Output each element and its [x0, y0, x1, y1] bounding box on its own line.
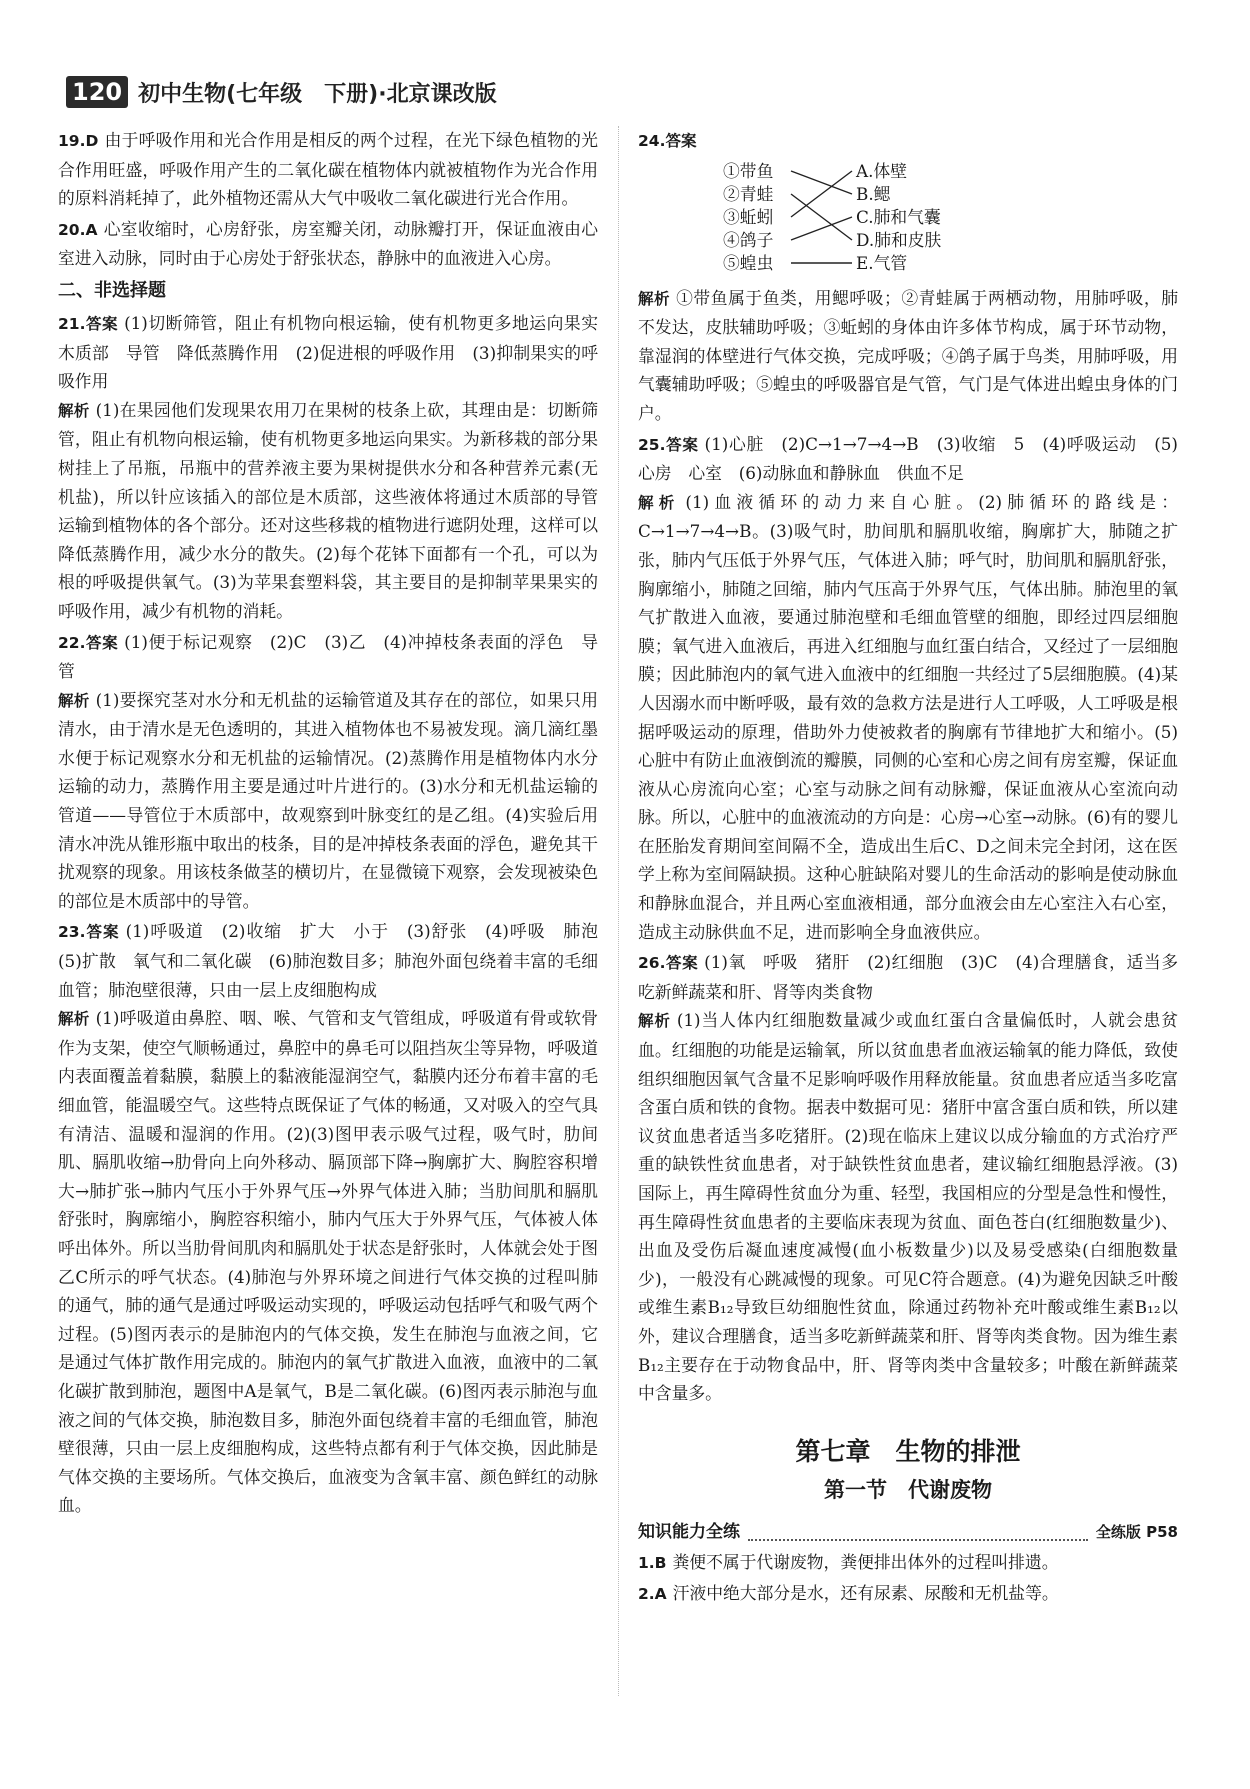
question-label: 1.B [638, 1553, 667, 1572]
book-title: 初中生物(七年级 下册)·北京课改版 [138, 81, 497, 107]
question-20 [58, 215, 598, 273]
match-line [791, 171, 852, 194]
question-19 [58, 126, 598, 213]
page-header [66, 72, 497, 112]
match-line [791, 217, 852, 240]
analysis-label: 解析 [638, 289, 671, 308]
answer-text: (1)切断筛管，阻止有机物向根运输，使有机物更多地运向果实 木质部 导管 降低蒸腾作用 (2)促进根的呼吸作用 (3)抑制果实的呼吸作用 [58, 312, 615, 392]
question-label: 19.D [58, 132, 99, 150]
question-21 [58, 309, 615, 626]
matching-diagram [638, 160, 1178, 280]
answer-text: (1)便于标记观察 (2)C (3)乙 (4)冲掉枝条表面的浮色 导管 [58, 631, 598, 682]
match-left-item: ④鸽子 [723, 229, 774, 250]
answer-label: 23.答案 [58, 923, 120, 942]
practice-title: 知识能力全练 [638, 1521, 740, 1542]
question-2 [638, 1579, 1178, 1609]
question-1 [638, 1548, 1178, 1578]
question-23 [58, 917, 615, 1519]
match-right-item: D.肺和皮肤 [856, 229, 942, 250]
question-24 [638, 126, 1178, 428]
question-22 [58, 628, 598, 916]
match-left-item: ⑤蝗虫 [723, 252, 774, 273]
match-left-item: ②青蛙 [723, 183, 774, 204]
analysis-text: (1)在果园他们发现果农用刀在果树的枝条上砍，其理由是：切断筛管，阻止有机物向根运输，使有机物更多地运向果实。为新移栽的部分果树挂上了吊瓶，吊瓶中的营养液主要为果树提供水分和各种营养元素(无机盐)，所以针应该插入的部位是木质部，这些液体将通过木质部的导管运输到植物体的各个部分。还对这些移栽的植物进行遮阴处理，这样可以降低蒸腾作用，减少水分的散失。(2)每个花钵下面都有一个孔，可以为根的呼吸提供氧气。(3)为苹果套塑料袋，其主要目的是抑制苹果果实的呼吸作用，减少有机物的消耗。 [58, 399, 598, 621]
answer-label: 22.答案 [58, 633, 119, 652]
analysis-text: (1)血液循环的动力来自心脏。(2)肺循环的路线是：C→1→7→4→B。(3)吸气时，肋间肌和膈肌收缩，胸廓扩大，肺随之扩张，肺内气压低于外界气压，气体进入肺；呼气时，肋间肌和膈肌舒张，胸廓缩小，肺随之回缩，肺内气压高于外界气压，气体出肺。肺泡里的氧气扩散进入血液，要通过肺泡壁和毛细血管壁的细胞，即经过四层细胞膜；氧气进入血液后，再进入红细胞与血红蛋白结合，又经过了一层细胞膜；因此肺泡内的氧气进入血液中的红细胞一共经过了5层细胞膜。(4)某人因溺水而中断呼吸，最有效的急救方法是进行人工呼吸，人工呼吸是根据呼吸运动的原理，借助外力使被救者的胸廓有节律地扩大和缩小。(5)心脏中有防止血液倒流的瓣膜，同侧的心室和心房之间有房室瓣，保证血液从心房流向心室；心室与动脉之间有动脉瓣，保证血液从心室流向动脉。所以，心脏中的血液流动的方向是：心房→心室→动脉。(6)有的婴儿在胚胎发育期间室间隔不全，造成出生后C、D之间未完全封闭，这在医学上称为室间隔缺损。这种心脏缺陷对婴儿的生命活动的影响是使动脉血和静脉血混合，并且两心室血液相通，部分血液会由左心室注入右心室，造成主动脉供血不足，进而影响全身血液供应。 [638, 491, 1178, 942]
match-line [791, 171, 852, 217]
match-right-item: C.肺和气囊 [856, 206, 941, 227]
match-line [791, 194, 852, 240]
right-column [638, 126, 1178, 1611]
question-text: 汗液中绝大部分是水，还有尿素、尿酸和无机盐等。 [672, 1583, 1059, 1604]
analysis-label: 解析 [638, 493, 680, 512]
question-text: 由于呼吸作用和光合作用是相反的两个过程，在光下绿色植物的光合作用旺盛，呼吸作用产生的二氧化碳在植物体内就被植物作为光合作用的原料消耗掉了，此外植物还需从大气中吸收二氧化碳进行光合作用。 [58, 130, 598, 209]
answer-label: 21.答案 [58, 314, 119, 333]
answer-label: 24.答案 [638, 132, 697, 150]
analysis-text: ①带鱼属于鱼类，用鳃呼吸；②青蛙属于两栖动物，用肺呼吸，肺不发达，皮肤辅助呼吸；③蚯蚓的身体由许多体节构成，属于环节动物，靠湿润的体壁进行气体交换，完成呼吸；④鸽子属于鸟类，用肺呼吸，用气囊辅助呼吸；⑤蝗虫的呼吸器官是气管，气门是气体进出蝗虫身体的门户。 [638, 287, 1178, 423]
question-text: 心室收缩时，心房舒张，房室瓣关闭，动脉瓣打开，保证血液由心室进入动脉，同时由于心房处于舒张状态，静脉中的血液进入心房。 [58, 218, 598, 269]
match-right-item: E.气管 [856, 252, 908, 273]
chapter-title: 第七章 生物的排泄 [795, 1436, 1021, 1466]
question-label: 2.A [638, 1585, 667, 1604]
left-column [58, 126, 615, 1522]
dot-leader [748, 1523, 1088, 1541]
question-25 [638, 430, 1178, 947]
analysis-label: 解析 [58, 401, 90, 420]
match-left-item: ①带鱼 [723, 160, 774, 181]
page-number: 120 [66, 76, 128, 108]
analysis-label: 解析 [58, 691, 90, 710]
answer-text: (1)呼吸道 (2)收缩 扩大 小于 (3)舒张 (4)呼吸 肺泡 (5)扩散 氧气和二氧化碳 (6)肺泡数目多；肺泡外面包绕着丰富的毛细血管；肺泡壁很薄，只由一层上皮细胞构成 [58, 921, 615, 1000]
section-heading: 第一节 代谢废物 [824, 1477, 992, 1502]
answer-text: (1)氧 呼吸 猪肝 (2)红细胞 (3)C (4)合理膳食，适当多吃新鲜蔬菜和肝、肾等肉类食物 [638, 952, 1178, 1002]
answer-label: 26.答案 [638, 954, 699, 973]
analysis-label: 解析 [638, 1012, 671, 1031]
match-right-item: A.体壁 [856, 160, 908, 181]
section-title: 二、非选择题 [58, 279, 166, 301]
column-divider [618, 126, 619, 1696]
match-left-item: ③蚯蚓 [723, 206, 774, 227]
answer-label: 25.答案 [638, 435, 699, 454]
analysis-text: (1)呼吸道由鼻腔、咽、喉、气管和支气管组成，呼吸道有骨或软骨作为支架，使空气顺畅通过，鼻腔中的鼻毛可以阻挡灰尘等异物，呼吸道内表面覆盖着黏膜，黏膜上的黏液能湿润空气，黏膜内还分布着丰富的毛细血管，能温暖空气。这些特点既保证了气体的畅通，又对吸入的空气具有清洁、温暖和湿润的作用。(2)(3)图甲表示吸气过程，吸气时，肋间肌、膈肌收缩→肋骨向上向外移动、膈顶部下降→胸廓扩大、胸腔容积增大→肺扩张→肺内气压小于外界气压→外界气体进入肺；当肋间肌和膈肌舒张时，胸廓缩小，胸腔容积缩小，肺内气压大于外界气压，气体被人体呼出体外。所以当肋骨间肌肉和膈肌处于状态是舒张时，人体就会处于图乙C所示的呼气状态。(4)肺泡与外界环境之间进行气体交换的过程叫肺的通气，肺的通气是通过呼吸运动实现的，呼吸运动包括呼气和吸气两个过程。(5)图丙表示的是肺泡内的气体交换，发生在肺泡与血液之间，它是通过气体扩散作用完成的。肺泡内的氧气扩散进入血液，血液中的二氧化碳扩散到肺泡，题图中A是氧气，B是二氧化碳。(6)图丙表示肺泡与血液之间的气体交换，肺泡数目多，肺泡外面包绕着丰富的毛细血管，肺泡壁很薄，只由一层上皮细胞构成，这些特点都有利于气体交换，因此肺是气体交换的主要场所。气体交换后，血液变为含氧丰富、颜色鲜红的动脉血。 [58, 1008, 598, 1516]
question-26 [638, 948, 1178, 1408]
answer-text: (1)心脏 (2)C→1→7→4→B (3)收缩 5 (4)呼吸运动 (5)心房 心室 (6)动脉血和静脉血 供血不足 [638, 433, 1178, 484]
practice-header [638, 1516, 1178, 1548]
question-label: 20.A [58, 220, 98, 239]
analysis-label: 解析 [58, 1010, 90, 1029]
practice-reference: 全练版 P58 [1095, 1522, 1178, 1541]
match-right-item: B.鳃 [856, 183, 891, 204]
question-text: 粪便不属于代谢废物，粪便排出体外的过程叫排遗。 [672, 1551, 1059, 1572]
analysis-text: (1)要探究茎对水分和无机盐的运输管道及其存在的部位，如果只用清水，由于清水是无色透明的，其进入植物体也不易被发现。滴几滴红墨水便于标记观察水分和无机盐的运输情况。(2)蒸腾作用是植物体内水分运输的动力，蒸腾作用主要是通过叶片进行的。(3)水分和无机盐运输的管道——导管位于木质部中，故观察到叶脉变红的是乙组。(4)实验后用清水冲洗从锥形瓶中取出的枝条，目的是冲掉枝条表面的浮色，避免其干扰观察的现象。用该枝条做茎的横切片，在显微镜下观察，会发现被染色的部位是木质部中的导管。 [58, 689, 598, 911]
analysis-text: (1)当人体内红细胞数量减少或血红蛋白含量偏低时，人就会患贫血。红细胞的功能是运输氧，所以贫血患者血液运输氧的能力降低，致使组织细胞因氧气含量不足影响呼吸作用释放能量。贫血患者应适当多吃富含蛋白质和铁的食物。据表中数据可见：猪肝中富含蛋白质和铁，所以建议贫血患者适当多吃猪肝。(2)现在临床上建议以成分输血的方式治疗严重的缺铁性贫血患者，对于缺铁性贫血患者，建议输红细胞悬浮液。(3)国际上，再生障碍性贫血分为重、轻型，我国相应的分型是急性和慢性，再生障碍性贫血患者的主要临床表现为贫血、面色苍白(红细胞数量少)、出血及受伤后凝血速度减慢(血小板数量少)以及易受感染(白细胞数量少)，一般没有心跳减慢的现象。可见C符合题意。(4)为避免因缺乏叶酸或维生素B₁₂导致巨幼细胞性贫血，除通过药物补充叶酸或维生素B₁₂以外，建议合理膳食，适当多吃新鲜蔬菜和肝、肾等肉类食物。因为维生素B₁₂主要存在于动物食品中，肝、肾等肉类中含量较多；叶酸在新鲜蔬菜中含量多。 [638, 1010, 1178, 1404]
